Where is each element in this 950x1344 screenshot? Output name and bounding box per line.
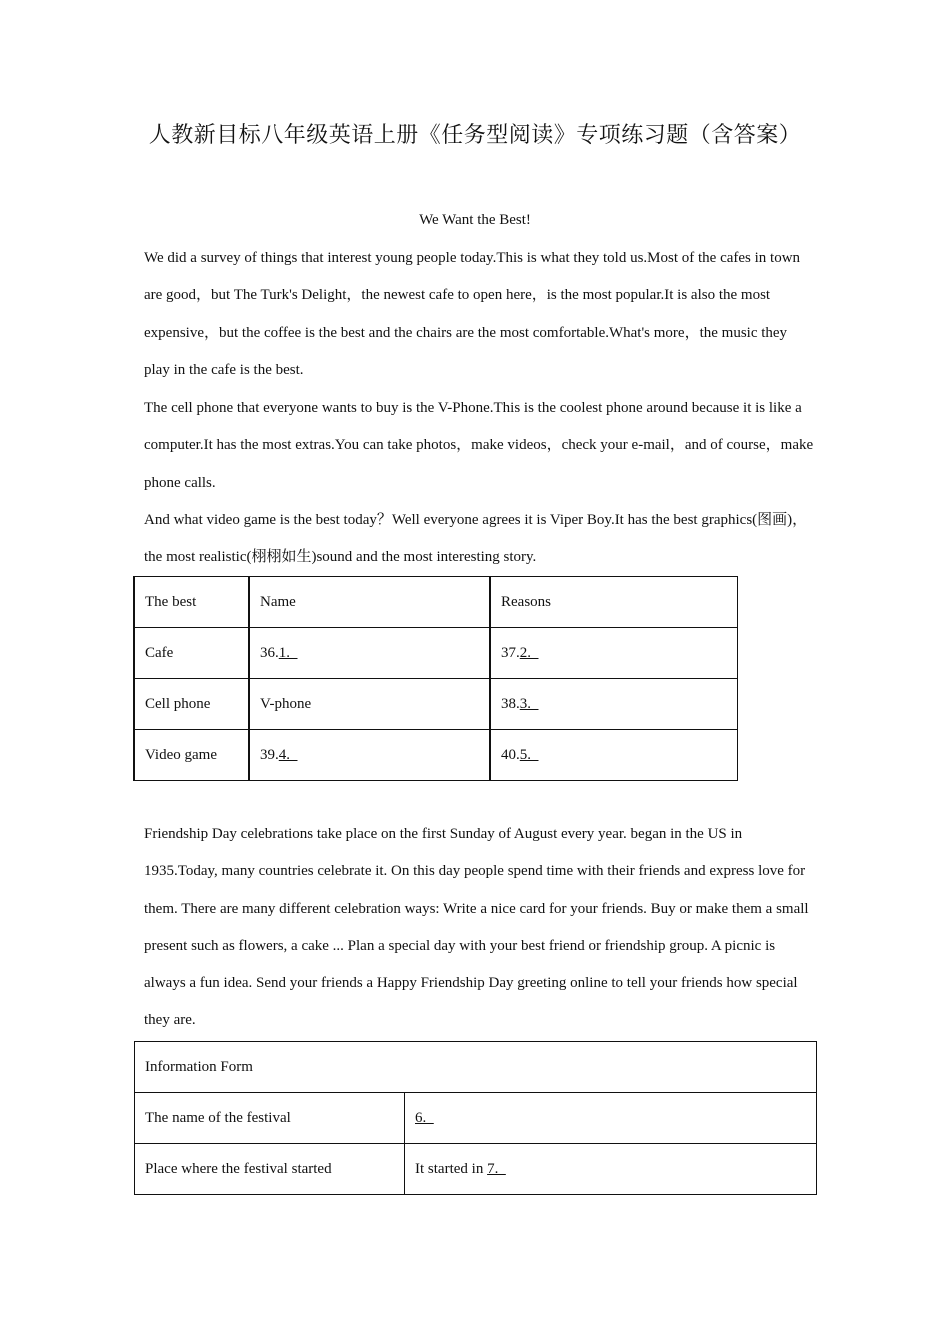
passage-heading: We Want the Best! — [419, 212, 531, 228]
passage1-paragraph2: The cell phone that everyone wants to buy is the V-Phone.This is the coolest phone around because it is like a computer.It has the most extras.You can take photos，make videos，check your e-mail，and of course，make phone calls. — [144, 400, 814, 491]
table-row — [134, 679, 738, 730]
table-row — [134, 628, 738, 679]
best-things-table — [133, 576, 738, 781]
answer-blank-6[interactable]: 6. — [415, 1109, 434, 1126]
cell-name: 39.4. — [249, 730, 490, 781]
cell-best: Cell phone — [134, 679, 249, 730]
answer-blank-7[interactable]: 7. — [487, 1160, 506, 1177]
row-label: The name of the festival — [135, 1093, 405, 1144]
answer-blank-3[interactable]: 3. — [519, 695, 539, 712]
table-header-row — [135, 1042, 817, 1093]
table-row — [135, 1093, 817, 1144]
cell-name: V-phone — [249, 679, 490, 730]
passage1-paragraph3: And what video game is the best today？Well everyone agrees it is Viper Boy.It has the best graphics(图画)，the most realistic(栩栩如生)sound and the most interesting story. — [144, 512, 808, 566]
cell-reason: 37.2. — [490, 628, 738, 679]
passage1-paragraph1: We did a survey of things that interest young people today.This is what they told us.Most of the cafes in town are good，but The Turk's Delight，the newest cafe to open here，is the most popular.It is also the most expensive，but the coffee is the best and the chairs are the most comfortable.What's more，the music they play in the cafe is the best. — [144, 250, 801, 378]
answer-blank-4[interactable]: 4. — [278, 746, 298, 763]
row-value — [405, 1093, 817, 1144]
row-label: Place where the festival started — [135, 1144, 405, 1195]
row-value: It started in 7. — [405, 1144, 817, 1195]
answer-blank-1[interactable]: 1. — [278, 644, 298, 661]
form-header: Information Form — [135, 1042, 817, 1093]
table-row — [135, 1144, 817, 1195]
page-title: 人教新目标八年级英语上册《任务型阅读》专项练习题（含答案） — [148, 123, 802, 148]
table-row — [134, 730, 738, 781]
cell-best: Video game — [134, 730, 249, 781]
information-form-table — [134, 1041, 817, 1195]
answer-blank-5[interactable]: 5. — [519, 746, 539, 763]
cell-reason: 40.5. — [490, 730, 738, 781]
answer-blank-2[interactable]: 2. — [519, 644, 539, 661]
table-header-row — [134, 577, 738, 628]
cell-reason: 38.3. — [490, 679, 738, 730]
header-reasons: Reasons — [490, 577, 738, 628]
header-name: Name — [249, 577, 490, 628]
header-best: The best — [134, 577, 249, 628]
cell-best: Cafe — [134, 628, 249, 679]
cell-name: 36.1. — [249, 628, 490, 679]
passage2-paragraph: Friendship Day celebrations take place on the first Sunday of August every year. began in the US in 1935.Today, many countries celebrate it. On this day people spend time with their friends and express love for them. There are many different celebration ways: Write a nice card for your friends. Buy or make them a small present such as flowers, a cake ... Plan a special day with your best friend or friendship group. A picnic is always a fun idea. Send your friends a Happy Friendship Day greeting online to tell your friends how special they are. — [144, 826, 809, 1029]
